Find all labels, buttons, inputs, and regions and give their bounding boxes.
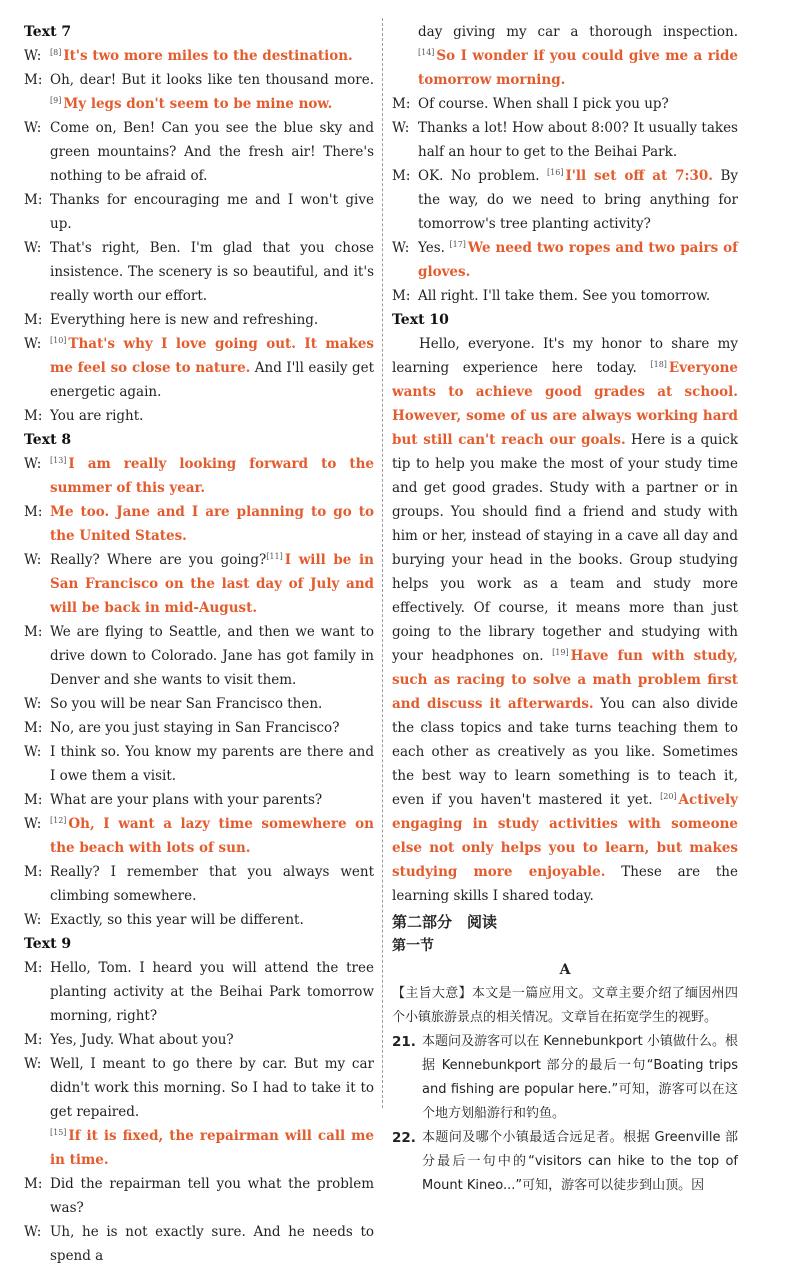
dialogue-text	[418, 236, 738, 284]
key-sentence-18: Everyone wants to achieve good grades at school. However, some of us are always working hard but still can't reach our goals.	[392, 360, 738, 448]
dialogue-line	[24, 1028, 374, 1052]
speaker-label: M:	[24, 504, 43, 520]
text8-dialogue	[24, 452, 374, 932]
dialogue-plain-text: Really? Where are you going?	[50, 552, 267, 568]
dialogue-text	[50, 620, 374, 692]
dialogue-text	[50, 1220, 374, 1268]
speaker-label: M:	[24, 1176, 43, 1192]
dialogue-plain-text: Of course. When shall I pick you up?	[418, 96, 669, 112]
speaker-label: W:	[24, 552, 42, 568]
text9-dialogue-continued	[392, 20, 738, 308]
dialogue-plain-text: So you will be near San Francisco then.	[50, 696, 323, 712]
dialogue-line	[24, 716, 374, 740]
speaker-label: W:	[24, 240, 42, 256]
dialogue-text	[50, 500, 374, 548]
dialogue-plain-text: By the way, do we need to bring anything for tomorrow's tree planting activity?	[418, 168, 738, 232]
dialogue-text	[50, 956, 374, 1028]
speaker-label: W:	[392, 120, 410, 136]
dialogue-plain-text: day giving my car a thorough inspection.	[418, 24, 738, 40]
dialogue-line	[392, 20, 738, 92]
text10-part-b: Here is a quick tip to help you make the most of your study time and get good grades. Study with a partner or in groups. You should find a friend and study with him or her, instead of staying in a cave all day and burying your head in the books. Group studying helps you work as a team and study more effectively. Of course, it means more than just going to the library together and studying with your headphones on.	[392, 432, 738, 664]
dialogue-line	[392, 164, 738, 236]
question-number: [16]	[547, 167, 564, 177]
text10-part-c: You can also divide the class topics and take turns teaching them to each other as creatively as you like. Sometimes the best way to learn something is to teach it, even if you haven't mastered it yet.	[392, 696, 738, 808]
section-one-heading: 第一节	[392, 938, 434, 954]
question-number-19: [19]	[552, 647, 569, 657]
speaker-label: W:	[24, 1056, 42, 1072]
dialogue-plain-text: What are your plans with your parents?	[50, 792, 323, 808]
dialogue-text	[50, 860, 374, 908]
passage-label: A	[559, 962, 571, 978]
question-number: [13]	[50, 455, 67, 465]
speaker-label: M:	[392, 96, 411, 112]
dialogue-text	[418, 92, 738, 116]
dialogue-line	[24, 308, 374, 332]
key-sentence: Oh, I want a lazy time somewhere on the beach with lots of sun.	[50, 816, 374, 856]
key-sentence: I'll set off at 7:30.	[565, 168, 713, 184]
dialogue-text	[50, 1028, 374, 1052]
dialogue-line	[24, 1052, 374, 1124]
text10-passage	[392, 332, 738, 908]
main-idea-summary: 【主旨大意】本文是一篇应用文。文章主要介绍了缅因州四个小镇旅游景点的相关情况。文章旨在拓宽学生的视野。	[392, 986, 738, 1025]
speaker-label: W:	[24, 120, 42, 136]
dialogue-plain-text: And I'll easily get energetic again.	[50, 360, 375, 400]
dialogue-text	[50, 332, 374, 404]
dialogue-text	[50, 44, 374, 68]
dialogue-line	[24, 860, 374, 908]
speaker-label: W:	[24, 336, 42, 352]
dialogue-line	[24, 740, 374, 788]
key-sentence: My legs don't seem to be mine now.	[63, 96, 333, 112]
text9-dialogue	[24, 956, 374, 1268]
question-number: [8]	[50, 47, 62, 57]
question-number: [10]	[50, 335, 67, 345]
dialogue-text	[50, 740, 374, 788]
dialogue-line	[392, 236, 738, 284]
question-number: [17]	[449, 239, 466, 249]
speaker-label: W:	[24, 816, 42, 832]
key-sentence: We need two ropes and two pairs of gloves.	[418, 240, 738, 280]
dialogue-text	[50, 236, 374, 308]
dialogue-line	[24, 620, 374, 692]
question-number: [12]	[50, 815, 67, 825]
dialogue-plain-text: No, are you just staying in San Francisco?	[50, 720, 340, 736]
dialogue-plain-text: You are right.	[50, 408, 144, 424]
text8-title: Text 8	[24, 432, 72, 448]
text10-title: Text 10	[392, 312, 449, 328]
dialogue-plain-text: Did the repairman tell you what the problem was?	[50, 1176, 374, 1216]
answer-21-number: 21.	[392, 1034, 416, 1050]
key-sentence: Me too. Jane and I are planning to go to the United States.	[50, 504, 374, 544]
dialogue-text	[50, 548, 374, 620]
dialogue-plain-text: Oh, dear! But it looks like ten thousand more.	[50, 72, 374, 88]
speaker-label: W:	[24, 912, 42, 928]
answer-21-text: 本题问及游客可以在 Kennebunkport 小镇做什么。根据 Kennebunkport 部分的最后一句“Boating trips and fishing are popular here.”可知，游客可以在这个地方划船游行和钓鱼。	[422, 1034, 738, 1121]
dialogue-text	[418, 20, 738, 92]
dialogue-text	[50, 452, 374, 500]
question-number: [14]	[418, 47, 435, 57]
question-number-18: [18]	[650, 359, 667, 369]
text7-title: Text 7	[24, 24, 72, 40]
dialogue-line	[24, 1172, 374, 1220]
dialogue-line	[24, 548, 374, 620]
dialogue-line	[392, 92, 738, 116]
dialogue-line	[392, 284, 738, 308]
dialogue-plain-text: Yes.	[418, 240, 450, 256]
dialogue-line	[24, 188, 374, 236]
key-sentence: I will be in San Francisco on the last day of July and will be back in mid-August.	[50, 552, 374, 616]
dialogue-line	[24, 236, 374, 308]
dialogue-line	[24, 692, 374, 716]
dialogue-line	[24, 908, 374, 932]
dialogue-plain-text: All right. I'll take them. See you tomorrow.	[418, 288, 711, 304]
key-sentence: That's why I love going out. It makes me feel so close to nature.	[50, 336, 374, 376]
dialogue-line	[24, 332, 374, 404]
dialogue-text	[418, 164, 738, 236]
dialogue-text	[50, 716, 374, 740]
text9-title: Text 9	[24, 936, 72, 952]
speaker-label	[24, 1124, 50, 1172]
key-sentence: I am really looking forward to the summer of this year.	[50, 456, 374, 496]
question-number: [15]	[50, 1127, 67, 1137]
dialogue-line	[24, 788, 374, 812]
column-divider	[382, 18, 383, 1108]
dialogue-text	[50, 1052, 374, 1124]
speaker-label: M:	[24, 792, 43, 808]
dialogue-plain-text: Well, I meant to go there by car. But my car didn't work this morning. So I had to take it to get repaired.	[50, 1056, 374, 1120]
part-two-heading: 第二部分 阅读	[392, 913, 498, 931]
dialogue-text	[50, 404, 374, 428]
dialogue-line	[24, 68, 374, 116]
dialogue-plain-text: I think so. You know my parents are there and I owe them a visit.	[50, 744, 374, 784]
dialogue-plain-text: Hello, Tom. I heard you will attend the tree planting activity at the Beihai Park tomorrow morning, right?	[50, 960, 374, 1024]
dialogue-line	[24, 812, 374, 860]
speaker-label: W:	[392, 240, 410, 256]
dialogue-line	[24, 452, 374, 500]
text10-part-d: These are the learning skills I shared today.	[392, 864, 738, 904]
speaker-label: M:	[24, 408, 43, 424]
text10-part-a: Hello, everyone. It's my honor to share my learning experience here today.	[392, 336, 738, 376]
right-column	[392, 20, 738, 1198]
text7-dialogue	[24, 44, 374, 428]
key-sentence-19: Have fun with study, such as racing to solve a math problem first and discuss it afterwards.	[392, 648, 739, 712]
speaker-label: M:	[24, 624, 43, 640]
answer-22-number: 22.	[392, 1130, 416, 1146]
dialogue-text	[418, 284, 738, 308]
dialogue-plain-text: We are flying to Seattle, and then we want to drive down to Colorado. Jane has got family in Denver and she wants to visit them.	[50, 624, 374, 688]
dialogue-plain-text: Thanks for encouraging me and I won't give up.	[50, 192, 374, 232]
dialogue-line	[24, 44, 374, 68]
speaker-label: W:	[24, 744, 42, 760]
question-number: [9]	[50, 95, 62, 105]
speaker-label: M:	[24, 72, 43, 88]
speaker-label: M:	[24, 192, 43, 208]
speaker-label: W:	[24, 456, 42, 472]
question-number-20: [20]	[660, 791, 677, 801]
speaker-label	[392, 20, 418, 92]
speaker-label: M:	[24, 720, 43, 736]
answer-22-text: 本题问及哪个小镇最适合远足者。根据 Greenville 部分最后一句中的“visitors can hike to the top of Mount Kineo...”可知，游客可以徒步到山顶。因	[422, 1130, 738, 1193]
dialogue-plain-text: Thanks a lot! How about 8:00? It usually takes half an hour to get to the Beihai Park.	[418, 120, 738, 160]
dialogue-line	[24, 404, 374, 428]
dialogue-text	[50, 692, 374, 716]
key-sentence-20: Actively engaging in study activities with someone else not only helps you to learn, but makes studying more enjoyable.	[392, 792, 738, 880]
left-column	[24, 20, 374, 1268]
dialogue-text	[50, 1124, 374, 1172]
dialogue-plain-text: That's right, Ben. I'm glad that you chose insistence. The scenery is so beautiful, and it's really worth our effort.	[50, 240, 374, 304]
speaker-label: M:	[24, 312, 43, 328]
speaker-label: W:	[24, 48, 42, 64]
speaker-label: M:	[392, 288, 411, 304]
dialogue-line	[24, 956, 374, 1028]
speaker-label: W:	[24, 696, 42, 712]
dialogue-line	[24, 116, 374, 188]
speaker-label: W:	[24, 1224, 42, 1240]
speaker-label: M:	[24, 960, 43, 976]
answer-21	[392, 1030, 738, 1126]
dialogue-text	[50, 308, 374, 332]
speaker-label: M:	[24, 864, 43, 880]
dialogue-line	[24, 1220, 374, 1268]
dialogue-text	[418, 116, 738, 164]
key-sentence: It's two more miles to the destination.	[63, 48, 353, 64]
dialogue-text	[50, 812, 374, 860]
dialogue-text	[50, 188, 374, 236]
question-number: [11]	[266, 551, 283, 561]
key-sentence: So I wonder if you could give me a ride tomorrow morning.	[418, 48, 738, 88]
dialogue-text	[50, 1172, 374, 1220]
dialogue-plain-text: Come on, Ben! Can you see the blue sky and green mountains? And the fresh air! There's nothing to be afraid of.	[50, 120, 374, 184]
speaker-label: M:	[24, 1032, 43, 1048]
dialogue-line	[24, 1124, 374, 1172]
dialogue-plain-text: OK. No problem.	[418, 168, 548, 184]
key-sentence: If it is fixed, the repairman will call me in time.	[50, 1128, 374, 1168]
answer-22	[392, 1126, 738, 1198]
dialogue-plain-text: Yes, Judy. What about you?	[50, 1032, 234, 1048]
speaker-label: M:	[392, 168, 411, 184]
dialogue-text	[50, 68, 374, 116]
dialogue-plain-text: Uh, he is not exactly sure. And he needs to spend a	[50, 1224, 374, 1264]
dialogue-line	[24, 500, 374, 548]
dialogue-text	[50, 116, 374, 188]
dialogue-text	[50, 908, 374, 932]
dialogue-plain-text: Exactly, so this year will be different.	[50, 912, 304, 928]
dialogue-text	[50, 788, 374, 812]
dialogue-plain-text: Everything here is new and refreshing.	[50, 312, 319, 328]
dialogue-line	[392, 116, 738, 164]
dialogue-plain-text: Really? I remember that you always went climbing somewhere.	[50, 864, 374, 904]
